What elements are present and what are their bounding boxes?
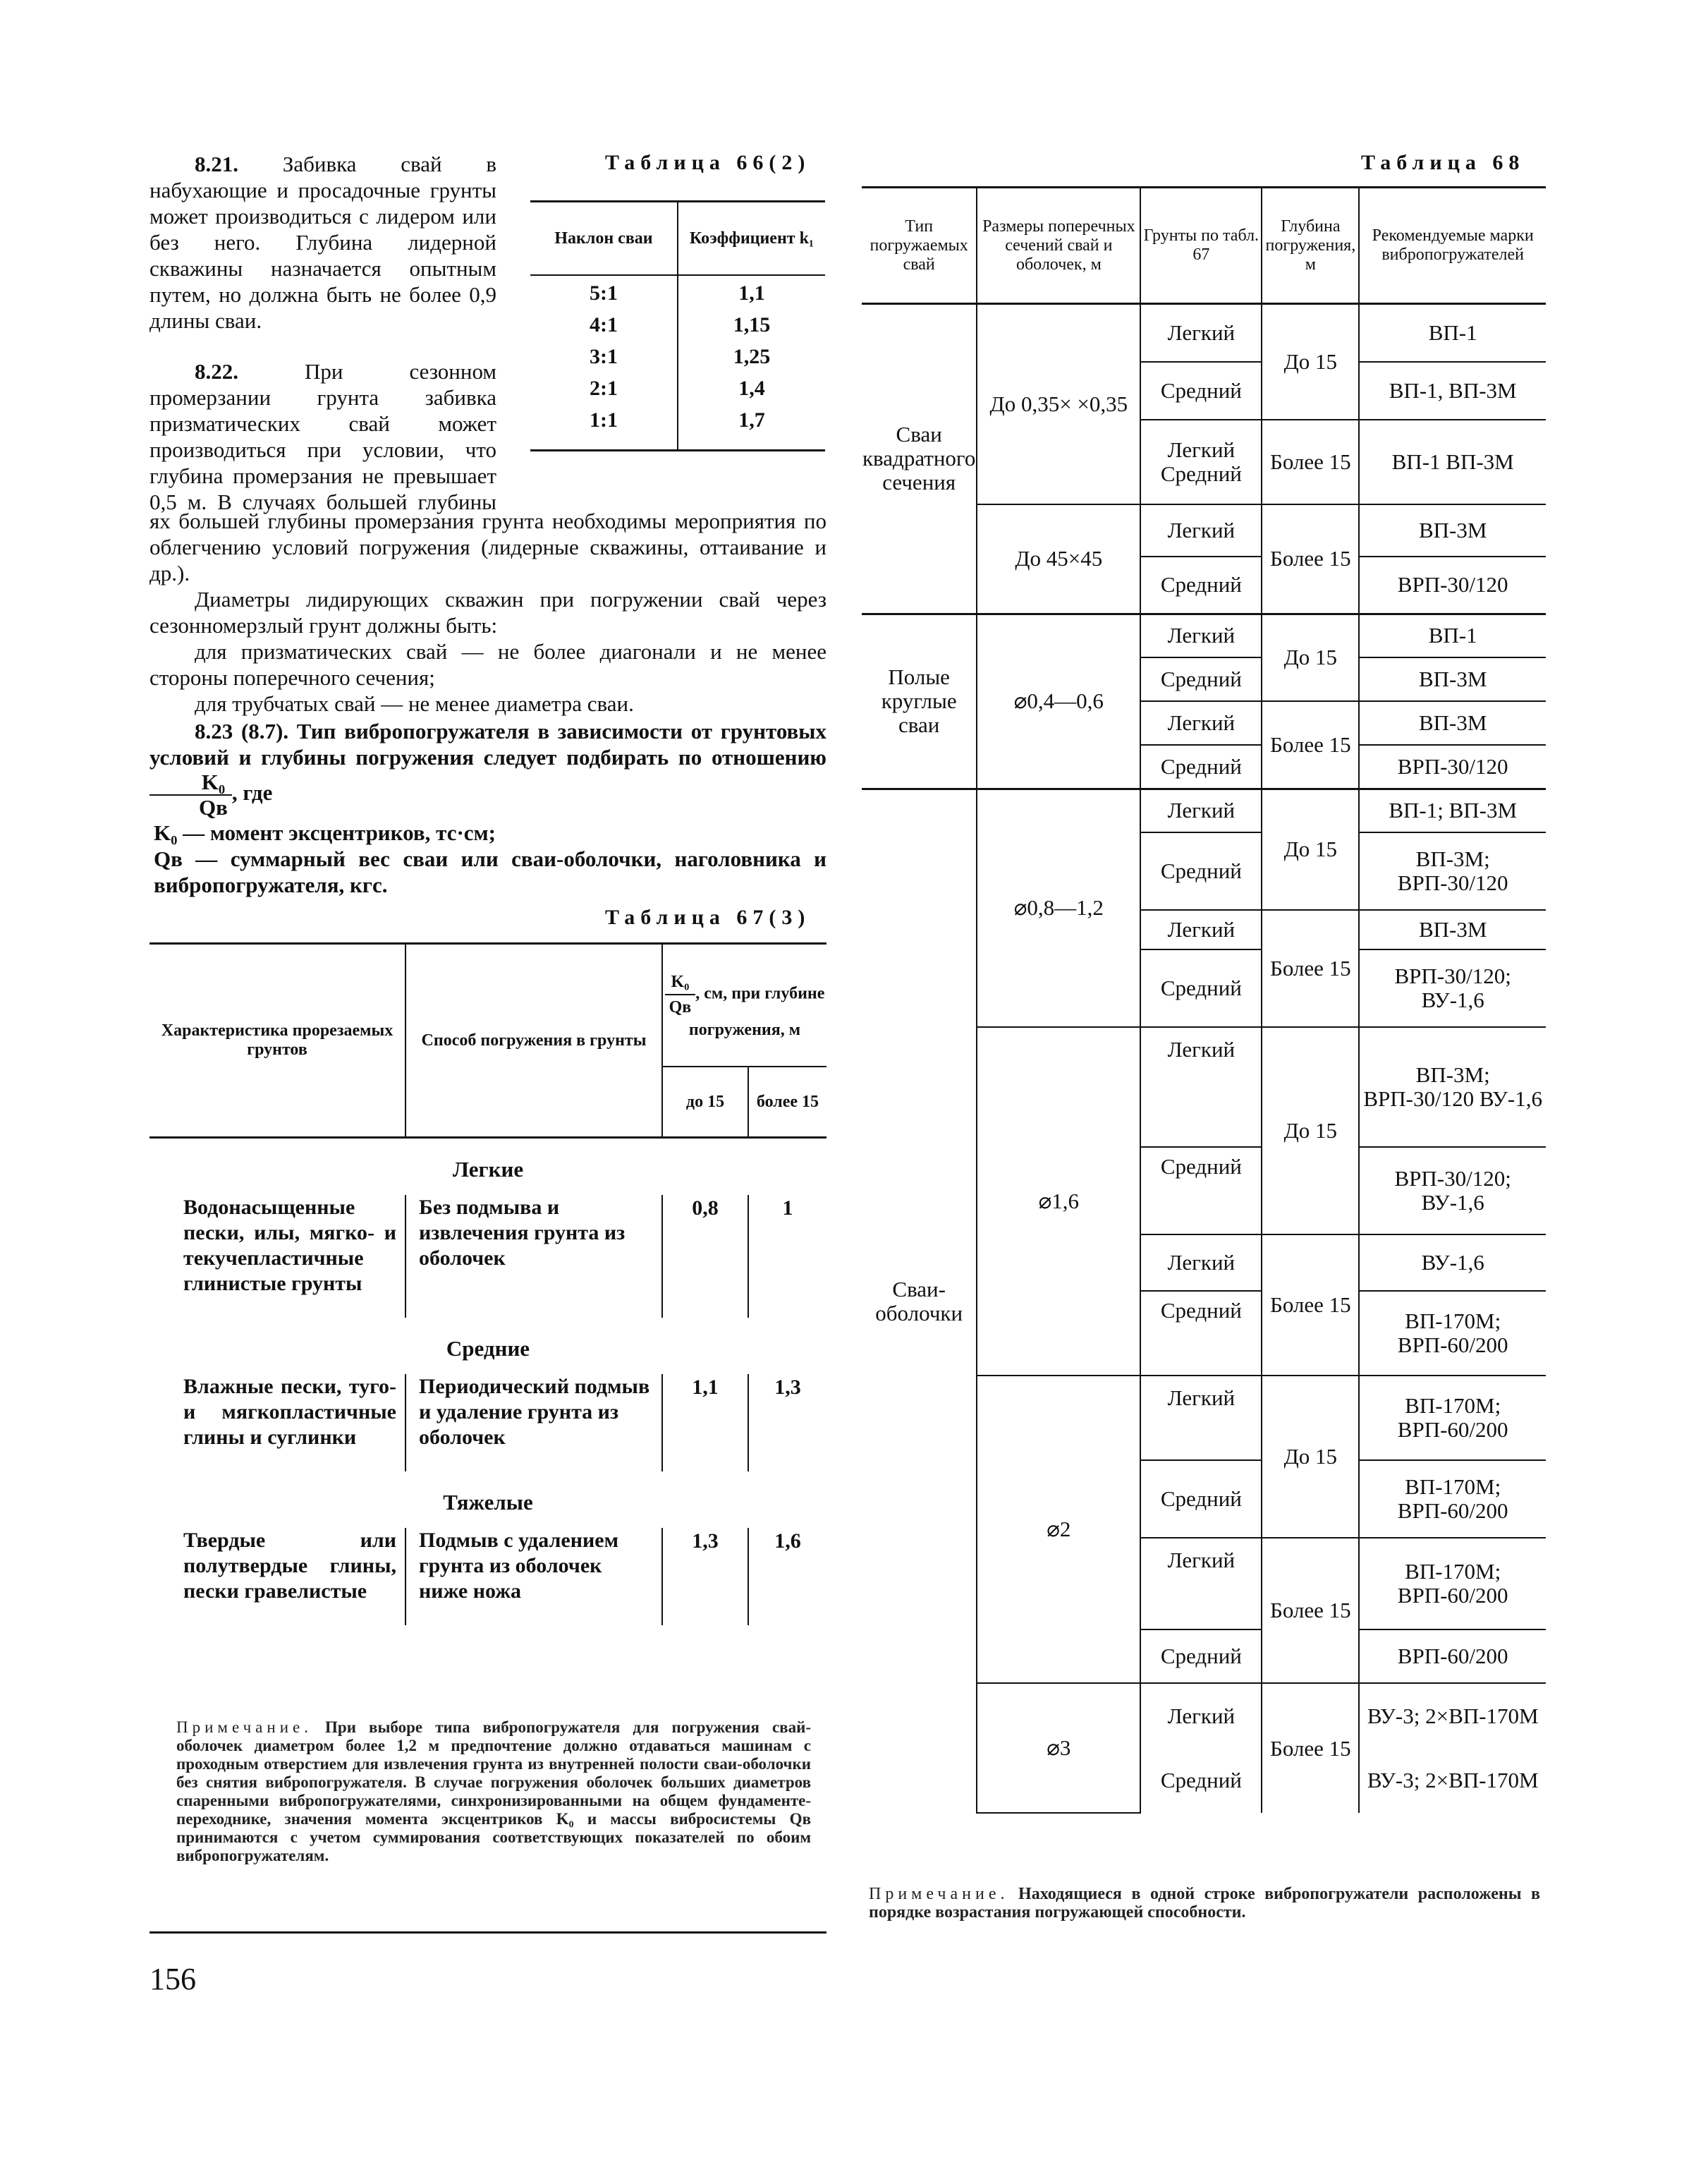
note-label: Примечание. xyxy=(869,1885,1009,1903)
depth-cell: До 15 xyxy=(1262,789,1359,910)
group-title: Легкие xyxy=(452,1157,524,1182)
definition-k0: K₀ — момент эксцентриков, тс·см; xyxy=(154,820,496,845)
table-row xyxy=(862,614,1546,657)
soil-cell: Средний xyxy=(1140,832,1262,910)
depth-cell: До 15 xyxy=(1262,1376,1359,1538)
mark-cell: ВП-1 xyxy=(1359,304,1546,362)
soil-cell: Легкий xyxy=(1140,504,1262,557)
table-68-header-size: Размеры поперечных сечений свай и оболочек, м xyxy=(977,188,1140,304)
table-66-header-slope: Наклон сваи xyxy=(530,202,678,276)
value-le15: 1,3 xyxy=(662,1528,748,1625)
soil-cell: Легкий xyxy=(1140,1376,1262,1460)
group-title: Средние xyxy=(446,1336,530,1361)
paragraph-prismatic: для призматических свай — не более диагонали и не менее стороны поперечного сечения; xyxy=(150,639,826,690)
fraction-denominator: Qв xyxy=(199,795,228,820)
table-cell: 2:1 xyxy=(590,377,618,400)
soil-cell: Средний xyxy=(1140,362,1262,420)
mark-cell: ВРП-30/120 xyxy=(1359,557,1546,613)
mark-cell: ВП-1 ВП-3М xyxy=(1359,420,1546,504)
size-cell: ⌀1,6 xyxy=(977,1027,1140,1376)
soil-description: Влажные пески, туго- и мягкопластичные глины и суглинки xyxy=(183,1375,396,1449)
value-le15: 0,8 xyxy=(662,1195,748,1318)
clause-8-22-text-part: При сезонном промерзании грунта забивка призматических свай может производиться при условии, что глубина промерзания не превышает 0,5 м. В случаях большей глубины xyxy=(150,359,496,514)
type-hollow: Полые круглые сваи xyxy=(862,614,977,789)
table-67-group-light xyxy=(150,1138,826,1196)
depth-cell: Более 15 xyxy=(1262,1234,1359,1376)
soil-cell: Средний xyxy=(1140,1291,1262,1376)
soil-cell: Легкий xyxy=(1140,910,1262,949)
type-square: Сваи квадратного сечения xyxy=(862,422,976,495)
soil-cell: Легкий xyxy=(1140,789,1262,832)
soil-cell: Легкий xyxy=(1140,1027,1262,1147)
mark-cell: ВП-170М; ВРП-60/200 xyxy=(1359,1291,1546,1376)
table-cell: 1,4 xyxy=(678,371,825,403)
value-le15: 1,1 xyxy=(662,1374,748,1471)
table-row xyxy=(862,789,1546,832)
depth-cell: Более 15 xyxy=(1262,910,1359,1027)
mark-cell: ВП-1, ВП-3М xyxy=(1359,362,1546,420)
soil-cell: Средний xyxy=(1140,949,1262,1027)
depth-cell: Более 15 xyxy=(1262,1538,1359,1683)
mark-cell: ВП-1; ВП-3М xyxy=(1359,789,1546,832)
soil-cell: Средний xyxy=(1140,1460,1262,1538)
table-cell: 1,15 xyxy=(678,308,825,339)
table-row xyxy=(150,1528,826,1625)
table-67-group-heavy xyxy=(150,1471,826,1528)
soil-cell: Средний xyxy=(1140,745,1262,789)
mark-cell: ВРП-60/200 xyxy=(1359,1629,1546,1683)
value-gt15: 1,3 xyxy=(748,1374,826,1471)
depth-cell: Более 15 xyxy=(1262,420,1359,504)
clause-8-21-text: Забивка свай в набухающие и просадочные грунты может производиться с лидером или без него. Глубина лидерной скважины назначается опытным путем, но должна быть не более 0,9 длины сваи. xyxy=(150,152,496,333)
mark-cell: ВП-1 xyxy=(1359,614,1546,657)
table-68-note xyxy=(869,1885,1540,1922)
table-67-bottom-rule xyxy=(150,1931,826,1934)
soil-cell: Средний xyxy=(1140,1629,1262,1683)
table-68 xyxy=(862,186,1546,1814)
table-row xyxy=(530,371,825,403)
table-cell: 1,1 xyxy=(678,275,825,308)
table-cell: 4:1 xyxy=(590,313,618,336)
table-67-header-method: Способ погружения в грунты xyxy=(405,944,662,1138)
method-description: Подмыв с удалением грунта из оболочек ниже ножа xyxy=(405,1528,662,1625)
table-68-caption: Таблица 68 xyxy=(1361,151,1525,174)
soil-cell: Средний xyxy=(1140,557,1262,613)
soil-cell: Средний xyxy=(1140,1147,1262,1234)
table-row xyxy=(862,304,1546,362)
table-cell: 1,7 xyxy=(678,403,825,451)
mark-cell: ВП-170М; ВРП-60/200 xyxy=(1359,1376,1546,1460)
mark-cell: ВП-3М xyxy=(1359,701,1546,745)
fraction-numerator: K₀ xyxy=(665,970,696,995)
table-66-header-coef: Коэффициент k₁ xyxy=(678,202,825,276)
table-68-header-soil: Грунты по табл. 67 xyxy=(1140,188,1262,304)
soil-cell: Легкий xyxy=(1140,1538,1262,1629)
mark-cell: ВП-3М xyxy=(1359,657,1546,701)
method-description: Периодический подмыв и удаление грунта из оболочек xyxy=(405,1374,662,1471)
mark-cell: ВРП-30/120; ВУ-1,6 xyxy=(1359,949,1546,1027)
soil-cell: Легкий Средний xyxy=(1140,420,1262,504)
fraction-suffix: , где xyxy=(231,780,273,806)
table-67-header-ratio xyxy=(662,944,826,1067)
table-cell: 5:1 xyxy=(590,281,618,305)
table-row xyxy=(530,308,825,339)
table-cell: 3:1 xyxy=(590,345,618,368)
clause-8-22-continuation: ях большей глубины промерзания грунта необходимы мероприятия по облегчению условий погружения (лидерные скважины, оттаивание и др.). xyxy=(150,509,826,585)
table-66 xyxy=(530,200,825,451)
table-row xyxy=(530,403,825,451)
mark-cell: ВП-3М; ВРП-30/120 xyxy=(1359,832,1546,910)
depth-cell: Более 15 xyxy=(1262,701,1359,789)
table-67-note xyxy=(176,1718,811,1865)
soil-cell: Легкий xyxy=(1140,701,1262,745)
mark-cell: ВУ-3; 2×ВП-170М xyxy=(1359,1683,1546,1748)
soil-description: Твердые или полутвердые глины, пески гравелистые xyxy=(183,1529,396,1603)
table-cell: 1:1 xyxy=(590,408,618,432)
table-cell: 1,25 xyxy=(678,339,825,371)
soil-cell: Легкий xyxy=(1140,1234,1262,1291)
mark-cell: ВП-170М; ВРП-60/200 xyxy=(1359,1538,1546,1629)
value-gt15: 1 xyxy=(748,1195,826,1318)
note-text: Находящиеся в одной строке вибропогружатели расположены в порядке возрастания погружающей способности. xyxy=(869,1885,1540,1922)
soil-cell: Легкий xyxy=(1140,304,1262,362)
soil-cell: Средний xyxy=(1140,657,1262,701)
clause-8-22-number: 8.22. xyxy=(195,359,238,384)
table-row xyxy=(530,339,825,371)
fraction-denominator: Qв xyxy=(669,998,692,1016)
header-fraction xyxy=(665,970,696,1019)
page-number: 156 xyxy=(150,1962,196,1996)
table-68-header-marks: Рекомендуемые марки вибропогружателей xyxy=(1359,188,1546,304)
note-label: Примечание. xyxy=(176,1718,312,1736)
definition-qv: Qв — суммарный вес сваи или сваи-оболочки, наголовника и вибропогружателя, кгс. xyxy=(154,846,826,897)
size-cell: ⌀0,4—0,6 xyxy=(977,614,1140,789)
paragraph-diameters: Диаметры лидирующих скважин при погружении свай через сезонномерзлый грунт должны быть: xyxy=(150,587,826,638)
ratio-fraction xyxy=(150,770,232,820)
table-68-header-type: Тип погружаемых свай xyxy=(862,188,977,304)
fraction-numerator: K₀ xyxy=(150,770,232,796)
clause-8-21-number: 8.21. xyxy=(195,152,238,176)
depth-cell: Более 15 xyxy=(1262,504,1359,613)
text-block-main xyxy=(150,508,826,898)
text-block-822 xyxy=(150,358,496,515)
depth-cell: До 15 xyxy=(1262,1027,1359,1234)
mark-cell: ВП-3М xyxy=(1359,910,1546,949)
soil-cell: Легкий xyxy=(1140,614,1262,657)
size-cell: ⌀2 xyxy=(977,1376,1140,1683)
table-row xyxy=(530,275,825,308)
table-67-caption: Таблица 67(3) xyxy=(605,906,811,929)
group-title: Тяжелые xyxy=(443,1490,533,1515)
mark-cell: ВП-3М; ВРП-30/120 ВУ-1,6 xyxy=(1359,1027,1546,1147)
size-cell: ⌀0,8—1,2 xyxy=(977,789,1140,1027)
size-cell: До 0,35× ×0,35 xyxy=(977,304,1140,504)
paragraph-tubular: для трубчатых свай — не менее диаметра сваи. xyxy=(195,691,634,716)
table-67-header-le15: до 15 xyxy=(662,1067,748,1138)
type-shell: Сваи-оболочки xyxy=(862,789,977,1813)
mark-cell: ВУ-1,6 xyxy=(1359,1234,1546,1291)
size-cell: До 45×45 xyxy=(977,504,1140,613)
depth-cell: До 15 xyxy=(1262,304,1359,420)
clause-8-23-text: 8.23 (8.7). Тип вибропогружателя в зависимости от грунтовых условий и глубины погружения следует подбирать по отношению xyxy=(150,719,826,770)
table-67-header-soil: Характеристика прорезаемых грунтов xyxy=(150,944,405,1138)
table-67-header-gt15: более 15 xyxy=(748,1067,826,1138)
soil-cell: Средний xyxy=(1140,1748,1262,1813)
soil-description: Водонасыщенные пески, илы, мягко- и текучепластичные глинистые грунты xyxy=(183,1196,396,1295)
text-block-upper xyxy=(150,151,496,334)
table-67 xyxy=(150,942,826,1625)
value-gt15: 1,6 xyxy=(748,1528,826,1625)
table-row xyxy=(150,1374,826,1471)
note-text: При выборе типа вибропогружателя для погружения свай-оболочек диаметром более 1,2 м предпочтение должно отдаваться машинам с проходным отверстием для извлечения грунта из внутренней полости сваи-оболочки без снятия вибропогружателя. В случае погружения оболочек больших диаметров спаренными вибропогружателями, синхронизированными на общем фундаменте-переходнике, значения момента эксцентриков K₀ и массы вибросистемы Qв принимаются с учетом суммирования соответствующих показателей по обоим вибропогружателям. xyxy=(176,1718,812,1864)
soil-cell: Легкий xyxy=(1140,1683,1262,1748)
mark-cell: ВП-170М; ВРП-60/200 xyxy=(1359,1460,1546,1538)
mark-cell: ВУ-3; 2×ВП-170М xyxy=(1359,1748,1546,1813)
table-66-caption: Таблица 66(2) xyxy=(605,151,811,174)
table-68-header-depth: Глубина погружения, м xyxy=(1262,188,1359,304)
table-67-group-medium xyxy=(150,1318,826,1374)
mark-cell: ВРП-30/120 xyxy=(1359,745,1546,789)
header-ratio-text: , см, при глубине погружения, м xyxy=(688,984,825,1039)
size-cell: ⌀3 xyxy=(977,1683,1140,1813)
method-description: Без подмыва и извлечения грунта из оболочек xyxy=(405,1195,662,1318)
depth-cell: Более 15 xyxy=(1262,1683,1359,1813)
mark-cell: ВП-3М xyxy=(1359,504,1546,557)
table-row xyxy=(150,1195,826,1318)
depth-cell: До 15 xyxy=(1262,614,1359,701)
mark-cell: ВРП-30/120; ВУ-1,6 xyxy=(1359,1147,1546,1234)
